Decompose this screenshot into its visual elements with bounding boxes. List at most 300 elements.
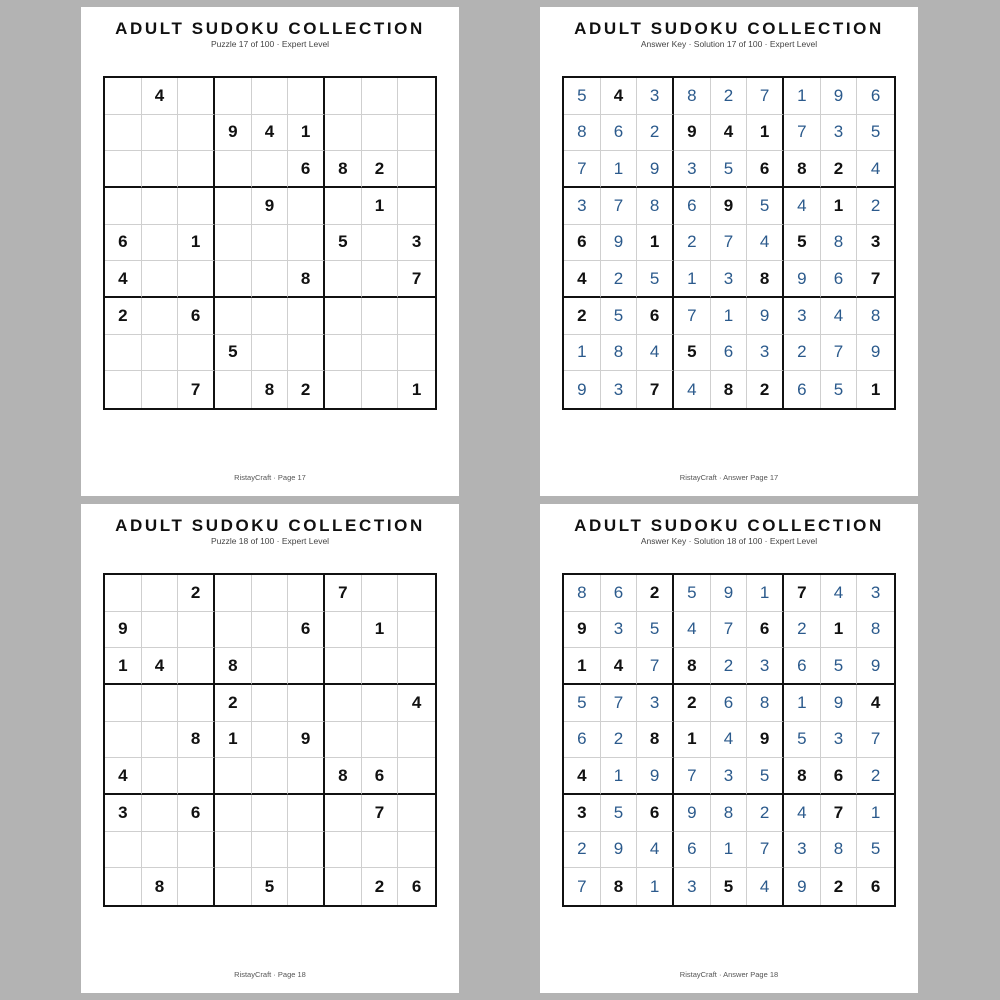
sudoku-cell: 3	[601, 612, 638, 649]
sudoku-cell: 4	[601, 78, 638, 115]
sudoku-cell: 3	[711, 758, 748, 795]
page-subtitle: Answer Key · Solution 17 of 100 · Expert Level	[640, 39, 818, 49]
sudoku-cell: 6	[747, 612, 784, 649]
sudoku-cell: 1	[747, 575, 784, 612]
sudoku-cell: 8	[821, 225, 858, 262]
sudoku-cell: 3	[105, 795, 142, 832]
sudoku-cell: 8	[601, 335, 638, 372]
page-title: ADULT SUDOKU COLLECTION	[115, 516, 425, 535]
sudoku-cell	[105, 868, 142, 905]
sudoku-cell: 5	[674, 575, 711, 612]
sudoku-cell: 7	[784, 575, 821, 612]
sudoku-cell: 7	[857, 261, 894, 298]
sudoku-cell: 9	[637, 758, 674, 795]
sudoku-cell: 8	[747, 261, 784, 298]
sudoku-cell: 5	[564, 78, 601, 115]
page-footer: RistayCraft · Page 17	[234, 473, 306, 482]
sudoku-cell	[105, 335, 142, 372]
sudoku-cell: 8	[784, 151, 821, 188]
sudoku-cell: 8	[747, 685, 784, 722]
sudoku-cell	[325, 78, 362, 115]
sudoku-cell	[362, 371, 399, 408]
sudoku-cell: 8	[637, 188, 674, 225]
sudoku-cell	[288, 188, 325, 225]
sudoku-cell	[215, 868, 252, 905]
page-footer: RistayCraft · Answer Page 18	[679, 970, 779, 979]
sudoku-cell: 4	[674, 612, 711, 649]
sudoku-cell: 1	[821, 188, 858, 225]
sudoku-cell: 2	[215, 685, 252, 722]
answer-page-18	[540, 504, 918, 993]
sudoku-cell: 6	[784, 371, 821, 408]
sudoku-cell	[325, 371, 362, 408]
sudoku-cell: 8	[601, 868, 638, 905]
sudoku-cell: 3	[637, 78, 674, 115]
sudoku-cell: 3	[821, 115, 858, 152]
sudoku-cell: 9	[564, 612, 601, 649]
sudoku-cell	[398, 612, 435, 649]
sudoku-cell: 6	[178, 795, 215, 832]
sudoku-cell: 8	[564, 115, 601, 152]
sudoku-cell: 6	[178, 298, 215, 335]
sudoku-cell: 4	[564, 261, 601, 298]
sudoku-cell	[288, 78, 325, 115]
sudoku-cell: 9	[747, 298, 784, 335]
sudoku-cell: 6	[711, 335, 748, 372]
sudoku-cell	[288, 575, 325, 612]
sudoku-cell	[105, 575, 142, 612]
page-subtitle: Puzzle 17 of 100 · Expert Level	[210, 39, 330, 49]
sudoku-cell: 7	[821, 795, 858, 832]
sudoku-cell: 2	[637, 575, 674, 612]
sudoku-cell	[362, 648, 399, 685]
sudoku-cell	[142, 722, 179, 759]
sudoku-cell: 1	[178, 225, 215, 262]
sudoku-cell	[325, 722, 362, 759]
sudoku-cell: 5	[601, 795, 638, 832]
sudoku-cell: 2	[674, 225, 711, 262]
sudoku-cell	[215, 832, 252, 869]
sudoku-cell: 8	[178, 722, 215, 759]
sudoku-cell	[252, 575, 289, 612]
sudoku-cell: 7	[747, 78, 784, 115]
sudoku-cell	[142, 188, 179, 225]
sudoku-cell	[398, 151, 435, 188]
page-title: ADULT SUDOKU COLLECTION	[574, 516, 884, 535]
sudoku-cell: 9	[564, 371, 601, 408]
sudoku-cell	[178, 832, 215, 869]
sudoku-cell: 6	[411, 876, 422, 896]
sudoku-cell	[105, 371, 142, 408]
sudoku-cell: 9	[601, 832, 638, 869]
sudoku-cell: 9	[857, 335, 894, 372]
sudoku-cell: 3	[674, 868, 711, 905]
sudoku-cell: 1	[564, 648, 601, 685]
sudoku-cell: 5	[637, 261, 674, 298]
sudoku-cell	[398, 78, 435, 115]
sudoku-grid	[103, 573, 437, 907]
sudoku-cell: 3	[821, 722, 858, 759]
sudoku-cell: 1	[564, 335, 601, 372]
sudoku-cell: 3	[564, 795, 601, 832]
sudoku-cell: 9	[637, 151, 674, 188]
sudoku-cell	[215, 575, 252, 612]
sudoku-cell: 6	[637, 795, 674, 832]
sudoku-cell	[178, 188, 215, 225]
sudoku-cell	[288, 298, 325, 335]
sudoku-cell: 1	[637, 225, 674, 262]
sudoku-cell: 4	[398, 685, 435, 722]
sudoku-cell: 6	[821, 758, 858, 795]
page-title: ADULT SUDOKU COLLECTION	[574, 19, 884, 38]
sudoku-cell	[325, 685, 362, 722]
sudoku-cell	[325, 832, 362, 869]
sudoku-cell: 5	[252, 868, 289, 905]
sudoku-cell: 2	[362, 151, 399, 188]
sudoku-cell: 6	[674, 188, 711, 225]
sudoku-cell: 7	[711, 225, 748, 262]
sudoku-grid	[103, 76, 437, 410]
sudoku-cell: 8	[564, 575, 601, 612]
sudoku-cell: 7	[711, 612, 748, 649]
sudoku-cell: 8	[711, 795, 748, 832]
page-footer: RistayCraft · Page 18	[234, 970, 306, 979]
sudoku-cell: 5	[747, 188, 784, 225]
sudoku-cell	[398, 648, 435, 685]
sudoku-cell	[252, 261, 289, 298]
sudoku-cell: 1	[362, 188, 399, 225]
sudoku-cell	[288, 795, 325, 832]
sudoku-cell: 3	[711, 261, 748, 298]
sudoku-cell: 8	[784, 758, 821, 795]
sudoku-cell: 9	[784, 868, 821, 905]
puzzle-page-17	[81, 7, 459, 496]
sudoku-cell	[215, 261, 252, 298]
sudoku-cell: 6	[821, 261, 858, 298]
sudoku-cell: 3	[857, 575, 894, 612]
sudoku-cell: 1	[601, 758, 638, 795]
sudoku-cell: 2	[674, 685, 711, 722]
sudoku-cell: 2	[637, 115, 674, 152]
sudoku-cell	[325, 868, 362, 905]
sudoku-cell: 2	[601, 261, 638, 298]
sudoku-cell: 4	[564, 758, 601, 795]
sudoku-cell	[178, 685, 215, 722]
sudoku-cell	[142, 795, 179, 832]
sudoku-cell: 4	[784, 188, 821, 225]
sudoku-cell	[105, 78, 142, 115]
sudoku-cell	[325, 795, 362, 832]
sudoku-cell: 8	[325, 151, 362, 188]
sudoku-cell: 1	[288, 115, 325, 152]
sudoku-cell	[105, 832, 142, 869]
sudoku-cell	[288, 225, 325, 262]
sudoku-cell: 4	[252, 115, 289, 152]
sudoku-cell	[398, 335, 435, 372]
sudoku-cell: 2	[362, 868, 399, 905]
sudoku-cell: 5	[601, 298, 638, 335]
sudoku-cell: 2	[711, 78, 748, 115]
sudoku-cell: 4	[857, 151, 894, 188]
sudoku-cell	[252, 795, 289, 832]
sudoku-cell: 8	[857, 612, 894, 649]
sudoku-cell: 2	[784, 335, 821, 372]
sudoku-cell: 4	[711, 722, 748, 759]
sudoku-cell: 9	[252, 188, 289, 225]
sudoku-cell: 3	[784, 832, 821, 869]
sudoku-cell: 6	[288, 151, 325, 188]
sudoku-cell	[142, 151, 179, 188]
sudoku-cell	[398, 758, 435, 795]
sudoku-cell: 1	[215, 722, 252, 759]
answer-page-17	[540, 7, 918, 496]
sudoku-cell: 5	[857, 832, 894, 869]
sudoku-cell	[252, 648, 289, 685]
sudoku-cell: 9	[784, 261, 821, 298]
sudoku-cell: 6	[674, 832, 711, 869]
sudoku-cell	[398, 188, 435, 225]
sudoku-cell	[362, 298, 399, 335]
sudoku-cell: 9	[601, 225, 638, 262]
sudoku-cell	[252, 78, 289, 115]
sudoku-cell	[178, 335, 215, 372]
sudoku-cell	[362, 685, 399, 722]
sudoku-cell	[362, 832, 399, 869]
sudoku-cell	[178, 648, 215, 685]
sudoku-cell	[178, 261, 215, 298]
sudoku-cell	[252, 612, 289, 649]
sudoku-cell	[362, 335, 399, 372]
sudoku-cell: 8	[252, 371, 289, 408]
page-title: ADULT SUDOKU COLLECTION	[115, 19, 425, 38]
sudoku-cell	[288, 335, 325, 372]
sudoku-cell	[142, 298, 179, 335]
sudoku-cell: 1	[784, 78, 821, 115]
sudoku-cell	[142, 612, 179, 649]
sudoku-cell: 2	[747, 371, 784, 408]
sudoku-cell	[362, 722, 399, 759]
sudoku-cell	[105, 188, 142, 225]
sudoku-cell	[252, 151, 289, 188]
sudoku-cell	[252, 722, 289, 759]
sudoku-cell: 2	[178, 575, 215, 612]
sudoku-cell	[178, 758, 215, 795]
sudoku-cell: 4	[857, 685, 894, 722]
sudoku-cell: 1	[784, 685, 821, 722]
sudoku-cell: 1	[747, 115, 784, 152]
sudoku-cell: 3	[398, 225, 435, 262]
sudoku-cell: 8	[711, 371, 748, 408]
sudoku-cell: 3	[747, 648, 784, 685]
sudoku-cell	[362, 575, 399, 612]
sudoku-cell: 2	[711, 648, 748, 685]
sudoku-cell: 2	[747, 795, 784, 832]
sudoku-cell: 5	[784, 225, 821, 262]
sudoku-cell: 2	[857, 758, 894, 795]
sudoku-cell	[288, 648, 325, 685]
sudoku-cell: 8	[857, 298, 894, 335]
sudoku-cell	[142, 225, 179, 262]
sudoku-cell: 2	[784, 612, 821, 649]
sudoku-cell	[105, 115, 142, 152]
sudoku-cell	[325, 335, 362, 372]
sudoku-cell: 3	[637, 685, 674, 722]
sudoku-cell: 4	[711, 115, 748, 152]
sudoku-cell	[398, 795, 435, 832]
sudoku-cell	[362, 261, 399, 298]
sudoku-cell	[142, 371, 179, 408]
sudoku-cell	[362, 225, 399, 262]
sudoku-cell: 1	[674, 722, 711, 759]
sudoku-cell: 1	[711, 298, 748, 335]
sudoku-cell: 4	[784, 795, 821, 832]
sudoku-cell	[288, 758, 325, 795]
sudoku-cell	[362, 115, 399, 152]
sudoku-cell: 6	[601, 115, 638, 152]
sudoku-cell: 7	[601, 188, 638, 225]
sudoku-cell: 6	[105, 225, 142, 262]
sudoku-cell: 6	[564, 225, 601, 262]
page-subtitle: Answer Key · Solution 18 of 100 · Expert Level	[640, 536, 818, 546]
sudoku-cell: 3	[564, 188, 601, 225]
sudoku-cell: 4	[637, 335, 674, 372]
sudoku-cell: 5	[857, 115, 894, 152]
sudoku-cell	[325, 648, 362, 685]
sudoku-cell: 4	[747, 868, 784, 905]
sudoku-cell	[178, 868, 215, 905]
sudoku-cell	[178, 151, 215, 188]
sudoku-cell	[142, 832, 179, 869]
sudoku-cell	[325, 298, 362, 335]
sudoku-cell: 3	[747, 335, 784, 372]
sudoku-cell: 2	[857, 188, 894, 225]
sudoku-cell: 4	[637, 832, 674, 869]
sudoku-cell	[252, 298, 289, 335]
sudoku-cell: 5	[215, 335, 252, 372]
sudoku-cell: 5	[637, 612, 674, 649]
sudoku-cell	[178, 612, 215, 649]
sudoku-cell	[142, 261, 179, 298]
sudoku-cell: 9	[857, 648, 894, 685]
sudoku-cell: 2	[288, 371, 325, 408]
sudoku-cell: 8	[142, 868, 179, 905]
sudoku-cell: 7	[637, 648, 674, 685]
sudoku-cell: 7	[564, 868, 601, 905]
sudoku-cell	[252, 225, 289, 262]
sudoku-cell: 4	[105, 758, 142, 795]
page-subtitle: Puzzle 18 of 100 · Expert Level	[210, 536, 330, 546]
sudoku-cell: 1	[637, 868, 674, 905]
sudoku-cell	[252, 335, 289, 372]
sudoku-cell: 4	[747, 225, 784, 262]
sudoku-cell: 1	[821, 612, 858, 649]
sudoku-cell: 5	[747, 758, 784, 795]
sudoku-cell	[325, 261, 362, 298]
sudoku-cell: 5	[784, 722, 821, 759]
sudoku-cell: 8	[674, 648, 711, 685]
sudoku-cell	[142, 335, 179, 372]
sudoku-cell	[398, 115, 435, 152]
sudoku-cell: 6	[747, 151, 784, 188]
sudoku-cell	[288, 832, 325, 869]
sudoku-cell: 8	[325, 758, 362, 795]
sudoku-cell: 8	[215, 648, 252, 685]
sudoku-cell: 7	[674, 758, 711, 795]
sudoku-cell	[325, 115, 362, 152]
sudoku-cell: 1	[674, 261, 711, 298]
sudoku-cell: 2	[821, 868, 858, 905]
sudoku-cell	[215, 371, 252, 408]
sudoku-cell	[215, 188, 252, 225]
sudoku-cell: 8	[674, 78, 711, 115]
sudoku-cell: 7	[325, 575, 362, 612]
sudoku-cell: 7	[784, 115, 821, 152]
sudoku-cell: 5	[821, 371, 858, 408]
sudoku-cell: 9	[105, 612, 142, 649]
sudoku-cell: 9	[711, 188, 748, 225]
sudoku-cell: 2	[564, 298, 601, 335]
sudoku-cell	[178, 78, 215, 115]
sudoku-cell	[325, 188, 362, 225]
sudoku-cell: 1	[411, 379, 422, 399]
sudoku-cell: 7	[178, 371, 215, 408]
sudoku-cell: 7	[857, 722, 894, 759]
sudoku-cell: 7	[398, 261, 435, 298]
sudoku-cell: 1	[601, 151, 638, 188]
sudoku-cell: 3	[784, 298, 821, 335]
sudoku-cell: 6	[637, 298, 674, 335]
sudoku-cell	[252, 832, 289, 869]
sudoku-cell: 6	[564, 722, 601, 759]
sudoku-cell: 2	[821, 151, 858, 188]
sudoku-cell: 3	[674, 151, 711, 188]
sudoku-cell: 9	[288, 722, 325, 759]
sudoku-cell	[398, 722, 435, 759]
sudoku-cell: 5	[325, 225, 362, 262]
sudoku-cell: 7	[564, 151, 601, 188]
sudoku-cell	[215, 795, 252, 832]
sudoku-cell: 7	[747, 832, 784, 869]
sudoku-cell: 6	[857, 78, 894, 115]
sudoku-cell	[288, 685, 325, 722]
sudoku-cell: 7	[601, 685, 638, 722]
sudoku-cell: 4	[601, 648, 638, 685]
sudoku-cell	[178, 115, 215, 152]
sudoku-cell: 7	[362, 795, 399, 832]
sudoku-cell	[105, 722, 142, 759]
sudoku-cell	[215, 758, 252, 795]
sudoku-cell: 5	[711, 151, 748, 188]
sudoku-cell	[398, 832, 435, 869]
sudoku-cell: 1	[870, 379, 881, 399]
sudoku-cell	[215, 78, 252, 115]
sudoku-cell: 5	[674, 335, 711, 372]
sudoku-cell	[215, 612, 252, 649]
sudoku-cell: 3	[857, 225, 894, 262]
sudoku-cell: 4	[105, 261, 142, 298]
sudoku-cell: 6	[870, 876, 881, 896]
page-footer: RistayCraft · Answer Page 17	[679, 473, 779, 482]
sudoku-cell: 6	[601, 575, 638, 612]
sudoku-cell: 7	[674, 298, 711, 335]
sudoku-cell: 7	[637, 371, 674, 408]
sudoku-cell	[215, 151, 252, 188]
sudoku-cell	[105, 151, 142, 188]
sudoku-cell: 2	[105, 298, 142, 335]
sudoku-cell: 9	[711, 575, 748, 612]
sudoku-cell: 6	[711, 685, 748, 722]
sudoku-cell: 5	[821, 648, 858, 685]
